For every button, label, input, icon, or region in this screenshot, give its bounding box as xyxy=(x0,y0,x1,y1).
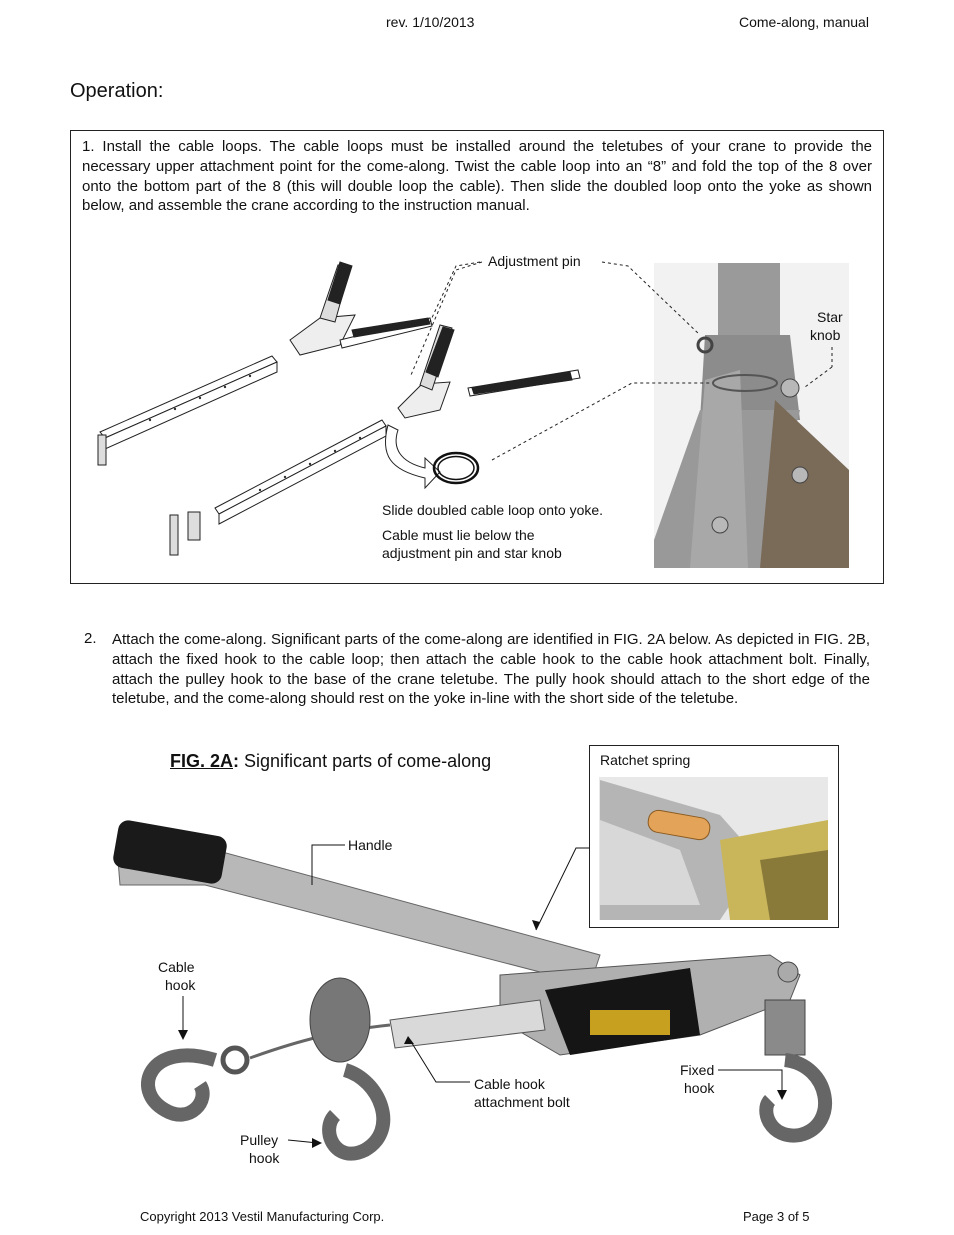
pulley-hook-label-line2: hook xyxy=(249,1150,280,1166)
pulley-hook-label-line1: Pulley xyxy=(240,1132,279,1148)
fixed-hook-label-line1: Fixed xyxy=(680,1062,715,1078)
handle-label: Handle xyxy=(348,837,393,853)
adjustment-pin-label: Adjustment pin xyxy=(488,253,581,269)
section-title: Operation: xyxy=(70,80,164,102)
document-title: Come-along, manual xyxy=(739,14,869,30)
slide-loop-label: Slide doubled cable loop onto yoke. xyxy=(382,502,604,518)
step2-text: Attach the come-along. Significant parts of the come-along are identified in FIG. 2A below. As depicted in FIG. 2B, attach the fixed hook to the cable loop; then attach the cable hook to the cable hook attachment bolt. Finally, attach the pulley hook to the base of the crane teletube. The pully hook should attach to the short edge of the teletube, and the come-along should rest on the yoke in-line with the short side of the teletube. xyxy=(112,631,870,708)
figure-caption-text: Significant parts of come-along xyxy=(239,751,492,771)
figure-colon: : xyxy=(233,751,240,771)
step1-text: 1. Install the cable loops. The cable loops must be installed around the teletubes of your crane to provide the necessary upper attachment point for the come-along. Twist the cable loop into an “8” and fold the top of the 8 over onto the bottom part of the 8 (this will double loop the cable). Then slide the doubled loop onto the yoke as shown below, and assemble the crane according to the instruction manual. xyxy=(82,138,872,215)
step2-number: 2. xyxy=(84,630,97,647)
footer-copyright: Copyright 2013 Vestil Manufacturing Corp. xyxy=(140,1209,385,1224)
attachment-bolt-label-line1: Cable hook xyxy=(474,1076,545,1092)
revision-date: rev. 1/10/2013 xyxy=(386,14,475,30)
cable-hook-label-line2: hook xyxy=(165,977,196,993)
cable-hook-label-line1: Cable xyxy=(158,959,195,975)
fixed-hook-label-line2: hook xyxy=(684,1080,715,1096)
footer-page-number: Page 3 of 5 xyxy=(743,1209,810,1224)
knob-label: knob xyxy=(810,327,841,343)
cable-below-label-line2: adjustment pin and star knob xyxy=(382,545,562,561)
attachment-bolt-label-line2: attachment bolt xyxy=(474,1094,570,1110)
ratchet-spring-label: Ratchet spring xyxy=(600,752,691,768)
figure-ref: FIG. 2A xyxy=(170,751,234,771)
star-label: Star xyxy=(817,309,843,325)
cable-below-label-line1: Cable must lie below the xyxy=(382,527,535,543)
